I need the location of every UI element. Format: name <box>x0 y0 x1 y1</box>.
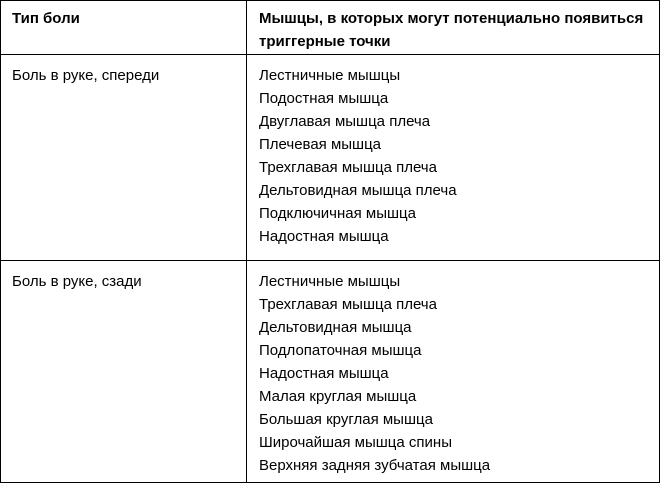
list-item: Широчайшая мышца спины <box>259 434 452 451</box>
list-item: Лестничные мышцы <box>259 67 401 84</box>
list-item: Дельтовидная мышца <box>259 319 412 336</box>
list-item: Верхняя задняя зубчатая мышца <box>259 457 491 474</box>
list-item: Большая круглая мышца <box>259 411 433 428</box>
list-item: Надостная мышца <box>259 365 389 382</box>
list-item: Двуглавая мышца плеча <box>259 113 431 130</box>
table-row <box>1 261 660 483</box>
list-item: Плечевая мышца <box>259 136 382 153</box>
pain-type-cell: Боль в руке, сзади <box>1 261 247 483</box>
muscle-list <box>259 270 659 477</box>
header-pain-type: Тип боли <box>1 1 247 55</box>
muscles-cell <box>247 55 660 261</box>
list-item: Подключичная мышца <box>259 205 416 222</box>
pain-type-cell: Боль в руке, спереди <box>1 55 247 261</box>
header-muscles: Мышцы, в которых могут потенциально появиться триггерные точки <box>247 1 660 55</box>
table-row <box>1 55 660 261</box>
list-item: Малая круглая мышца <box>259 388 417 405</box>
list-item: Трехглавая мышца плеча <box>259 159 437 176</box>
list-item: Трехглавая мышца плеча <box>259 296 437 313</box>
list-item: Надостная мышца <box>259 228 389 245</box>
list-item: Дельтовидная мышца плеча <box>259 182 457 199</box>
table-header-row <box>1 1 660 55</box>
muscle-list <box>259 64 659 248</box>
list-item: Подостная мышца <box>259 90 389 107</box>
list-item: Подлопаточная мышца <box>259 342 422 359</box>
list-item: Лестничные мышцы <box>259 273 401 290</box>
muscles-cell <box>247 261 660 483</box>
